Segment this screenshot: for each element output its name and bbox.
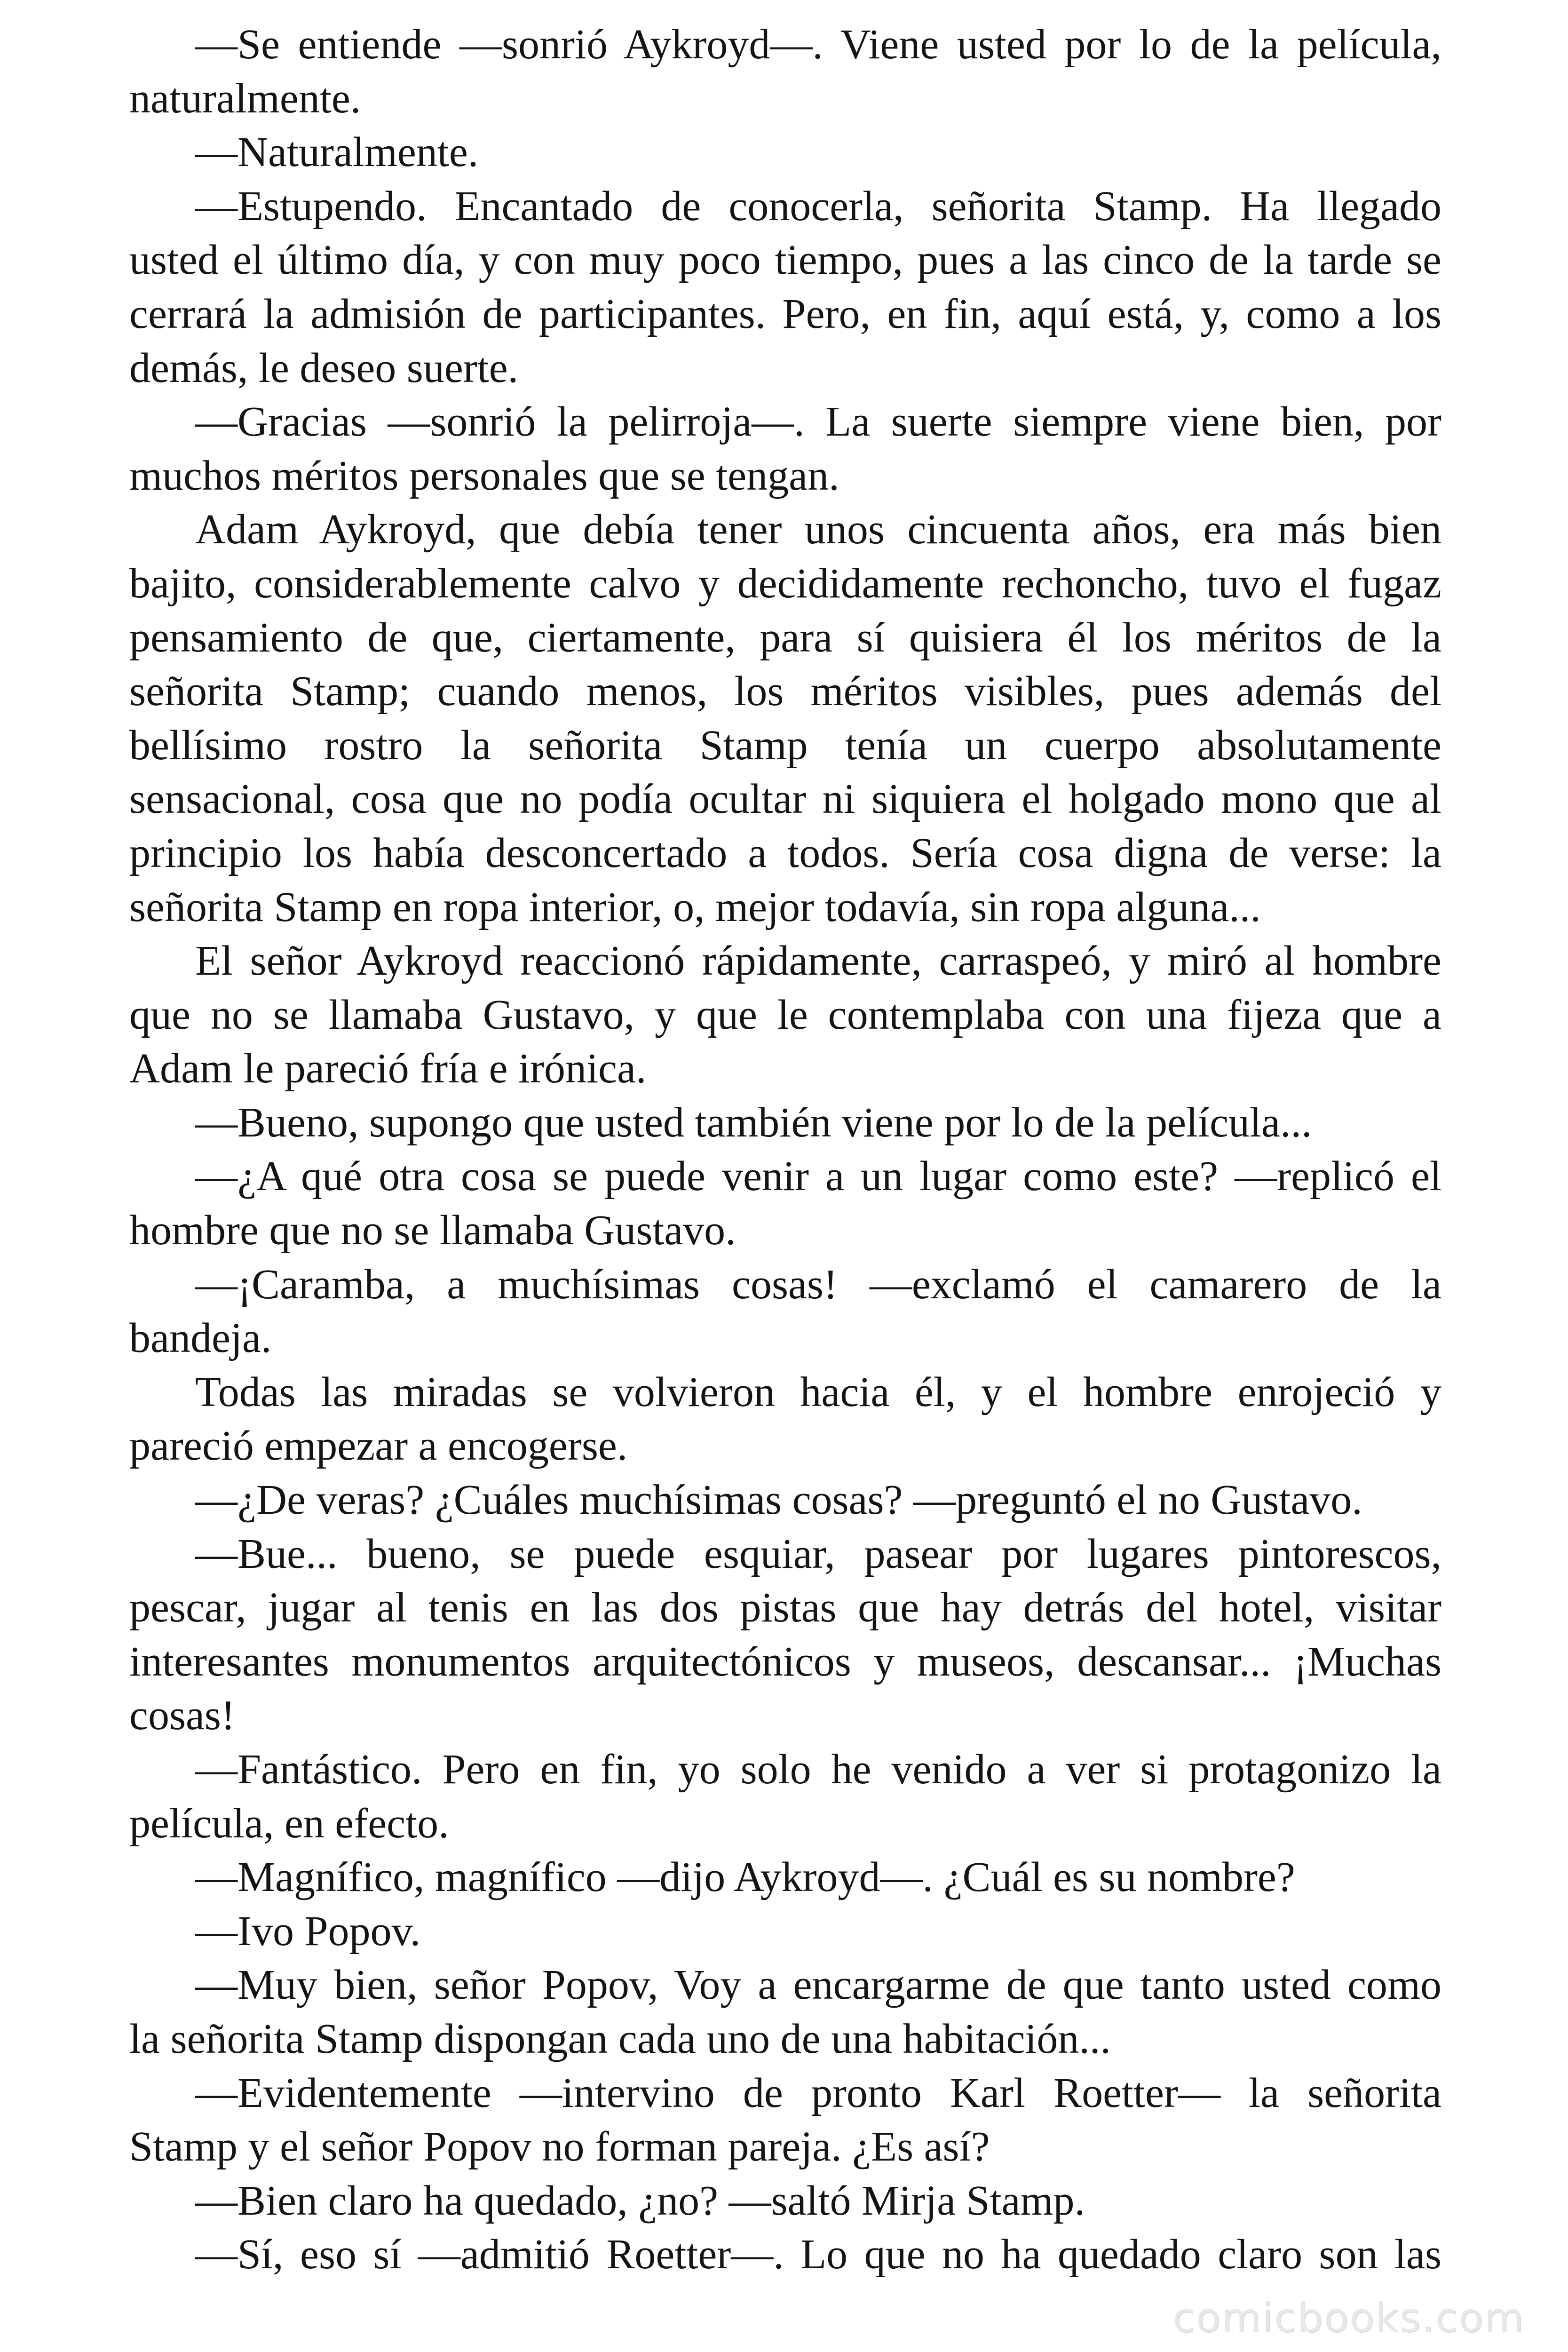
text-line: El señor Aykroyd reaccionó rápidamente, carraspeó, y miró al hombre [195, 938, 1441, 985]
text-line: Todas las miradas se volvieron hacia él, y el hombre enrojeció y [195, 1368, 1441, 1415]
text-line: señorita Stamp; cuando menos, los méritos visibles, pues además del [129, 668, 1441, 715]
paragraph [129, 503, 1441, 934]
paragraph [129, 1527, 1441, 1743]
text-line: bandeja. [129, 1315, 272, 1362]
text-line: —Bueno, supongo que usted también viene por lo de la película... [195, 1099, 1312, 1146]
text-line: —Evidentemente —intervino de pronto Karl Roetter— la señorita [195, 2069, 1441, 2116]
text-line: Adam Aykroyd, que debía tener unos cincuenta años, era más bien [195, 506, 1441, 553]
paragraph [129, 1473, 1441, 1527]
text-line: señorita Stamp en ropa interior, o, mejor todavía, sin ropa alguna... [129, 883, 1261, 930]
text-line: interesantes monumentos arquitectónicos y museos, descansar... ¡Muchas [129, 1638, 1441, 1685]
paragraph [129, 1851, 1441, 1905]
text-line: principio los había desconcertado a todos. Sería cosa digna de verse: la [129, 829, 1441, 876]
text-line: pensamiento de que, ciertamente, para sí quisiera él los méritos de la [129, 614, 1441, 661]
body-text [129, 18, 1441, 2282]
paragraph [129, 1743, 1441, 1851]
text-line: sensacional, cosa que no podía ocultar ni siquiera el holgado mono que al [129, 776, 1441, 823]
text-line: bellísimo rostro la señorita Stamp tenía un cuerpo absolutamente [129, 722, 1441, 769]
text-line: la señorita Stamp dispongan cada uno de una habitación... [129, 2015, 1111, 2062]
text-line: —Bue... bueno, se puede esquiar, pasear por lugares pintorescos, [195, 1530, 1441, 1577]
text-line: Adam le pareció fría e irónica. [129, 1045, 647, 1092]
paragraph [129, 126, 1441, 180]
paragraph [129, 1905, 1441, 1959]
text-line: pareció empezar a encogerse. [129, 1422, 628, 1470]
watermark: comicbooks.com [1172, 2295, 1525, 2342]
paragraph [129, 1366, 1441, 1473]
text-line: pescar, jugar al tenis en las dos pistas que hay detrás del hotel, visitar [129, 1584, 1441, 1631]
text-line: —Se entiende —sonrió Aykroyd—. Viene usted por lo de la película, [195, 21, 1441, 68]
paragraph [129, 1096, 1441, 1150]
paragraph [129, 180, 1441, 395]
paragraph [129, 395, 1441, 503]
text-line: bajito, considerablemente calvo y decididamente rechoncho, tuvo el fugaz [129, 560, 1441, 607]
text-line: usted el último día, y con muy poco tiempo, pues a las cinco de la tarde se [129, 237, 1441, 284]
text-line: —Fantástico. Pero en fin, yo solo he venido a ver si protagonizo la [195, 1746, 1441, 1793]
text-line: —¡Caramba, a muchísimas cosas! —exclamó el camarero de la [195, 1261, 1441, 1308]
text-line: cerrará la admisión de participantes. Pero, en fin, aquí está, y, como a los [129, 290, 1441, 337]
text-line: —Muy bien, señor Popov, Voy a encargarme de que tanto usted como [195, 1962, 1441, 2009]
paragraph [129, 1258, 1441, 1366]
text-line: —¿A qué otra cosa se puede venir a un lugar como este? —replicó el [195, 1153, 1441, 1200]
text-line: —Estupendo. Encantado de conocerla, señorita Stamp. Ha llegado [195, 183, 1441, 230]
paragraph [129, 2174, 1441, 2228]
paragraph [129, 18, 1441, 126]
paragraph [129, 1958, 1441, 2066]
text-line: Stamp y el señor Popov no forman pareja. ¿Es así? [129, 2123, 990, 2170]
paragraph [129, 2228, 1441, 2282]
text-line: naturalmente. [129, 75, 361, 122]
text-line: que no se llamaba Gustavo, y que le contemplaba con una fijeza que a [129, 991, 1441, 1038]
text-line: —Ivo Popov. [195, 1907, 421, 1955]
text-line: —Naturalmente. [195, 129, 479, 176]
text-line: cosas! [129, 1692, 235, 1739]
paragraph [129, 2066, 1441, 2174]
text-line: —¿De veras? ¿Cuáles muchísimas cosas? —preguntó el no Gustavo. [195, 1477, 1362, 1524]
text-line: muchos méritos personales que se tengan. [129, 452, 839, 499]
text-line: —Bien claro ha quedado, ¿no? —saltó Mirja Stamp. [195, 2177, 1085, 2224]
paragraph [129, 934, 1441, 1096]
paragraph [129, 1150, 1441, 1257]
text-line: hombre que no se llamaba Gustavo. [129, 1207, 736, 1254]
text-line: —Sí, eso sí —admitió Roetter—. Lo que no ha quedado claro son las [195, 2231, 1441, 2278]
text-line: demás, le deseo suerte. [129, 344, 519, 391]
text-line: película, en efecto. [129, 1800, 449, 1847]
text-line: —Magnífico, magnífico —dijo Aykroyd—. ¿Cuál es su nombre? [195, 1854, 1295, 1901]
text-line: —Gracias —sonrió la pelirroja—. La suerte siempre viene bien, por [195, 398, 1441, 445]
